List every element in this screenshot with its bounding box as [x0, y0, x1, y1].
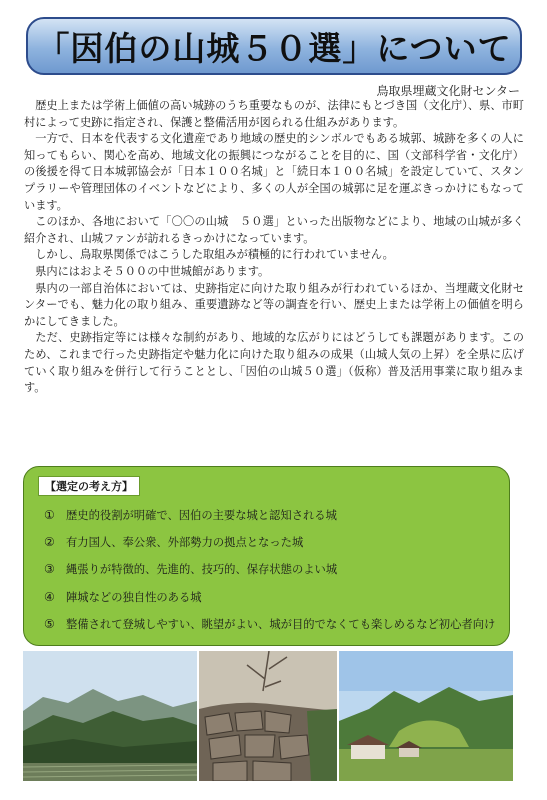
criteria-text: 陣城などの独自性のある城 [66, 590, 202, 604]
criteria-list [44, 501, 495, 637]
criteria-number: ① [44, 507, 55, 522]
organization-name: 鳥取県埋蔵文化財センター [376, 84, 520, 98]
criteria-text: 整備されて登城しやすい、眺望がよい、城が目的でなくても楽しめるなど初心者向け [66, 617, 496, 631]
body-text [24, 98, 524, 397]
criteria-number: ④ [44, 589, 55, 604]
criteria-item [44, 556, 495, 583]
paragraph: 一方で、日本を代表する文化遺産であり地域の歴史的シンボルでもある城郭、城跡を多くの人に知ってもらい、関心を高め、地域文化の振興につながることを目的に、国（文部科学省・文化庁）の後援を得て日本城郭協会が「日本１００名城」と「続日本１００名城」を設定していて、スタンプラリーや管理団体のイベントなどにより、多くの人が全国の城郭に足を運ぶきっかけにもなっています。 [24, 132, 524, 212]
paragraph: 歴史上または学術上価値の高い城跡のうち重要なものが、法律にもとづき国（文化庁）、県、市町村によって史跡に指定され、保護と整備活用が図られる仕組みがあります。 [24, 99, 524, 129]
title-banner [26, 17, 522, 75]
selection-heading: 【選定の考え方】 [38, 476, 140, 496]
criteria-text: 有力国人、奉公衆、外部勢力の拠点となった城 [66, 535, 304, 549]
criteria-text: 縄張りが特徴的、先進的、技巧的、保存状態のよい城 [66, 563, 338, 577]
photo-strip [23, 651, 513, 781]
selection-criteria-box [23, 466, 510, 646]
criteria-number: ② [44, 534, 55, 549]
paragraph: しかし、鳥取県関係ではこうした取組みが積極的に行われていません。 [35, 248, 394, 262]
criteria-item [44, 528, 495, 555]
paragraph: 県内の一部自治体においては、史跡指定に向けた取り組みが行われているほか、当埋蔵文化財センターでも、魅力化の取り組み、重要遺跡など等の調査を行い、歴史上または学術上の価値を明らかにしてきました。 [24, 281, 524, 328]
paragraph: 県内にはおよそ５００の中世城館があります。 [35, 264, 270, 278]
criteria-number: ⑤ [44, 616, 55, 631]
criteria-number: ③ [44, 562, 55, 577]
criteria-text: 歴史的役割が明確で、因伯の主要な城と認知される城 [66, 508, 337, 522]
criteria-item [44, 610, 495, 637]
page-title: 「因伯の山城５０選」について [36, 28, 512, 68]
paragraph: このほか、各地において「〇〇の山城 ５０選」といった出版物などにより、地域の山城が多く紹介され、山城ファンが訪れるきっかけになっています。 [24, 215, 524, 245]
criteria-item [44, 583, 495, 610]
criteria-item [44, 501, 495, 528]
castle-hill-photo [339, 651, 513, 781]
paragraph: ただ、史跡指定等には様々な制約があり、地域的な広がりにはどうしても課題があります。このため、これまで行った史跡指定や魅力化に向けた取り組みの成果（山城人気の上昇）を全県に広げていく取り組みを併行して行うこととし、「因伯の山城５０選」（仮称）普及活用事業に取り組みます。 [24, 331, 524, 395]
stone-wall-photo [199, 651, 337, 781]
mountain-landscape-photo [23, 651, 197, 781]
